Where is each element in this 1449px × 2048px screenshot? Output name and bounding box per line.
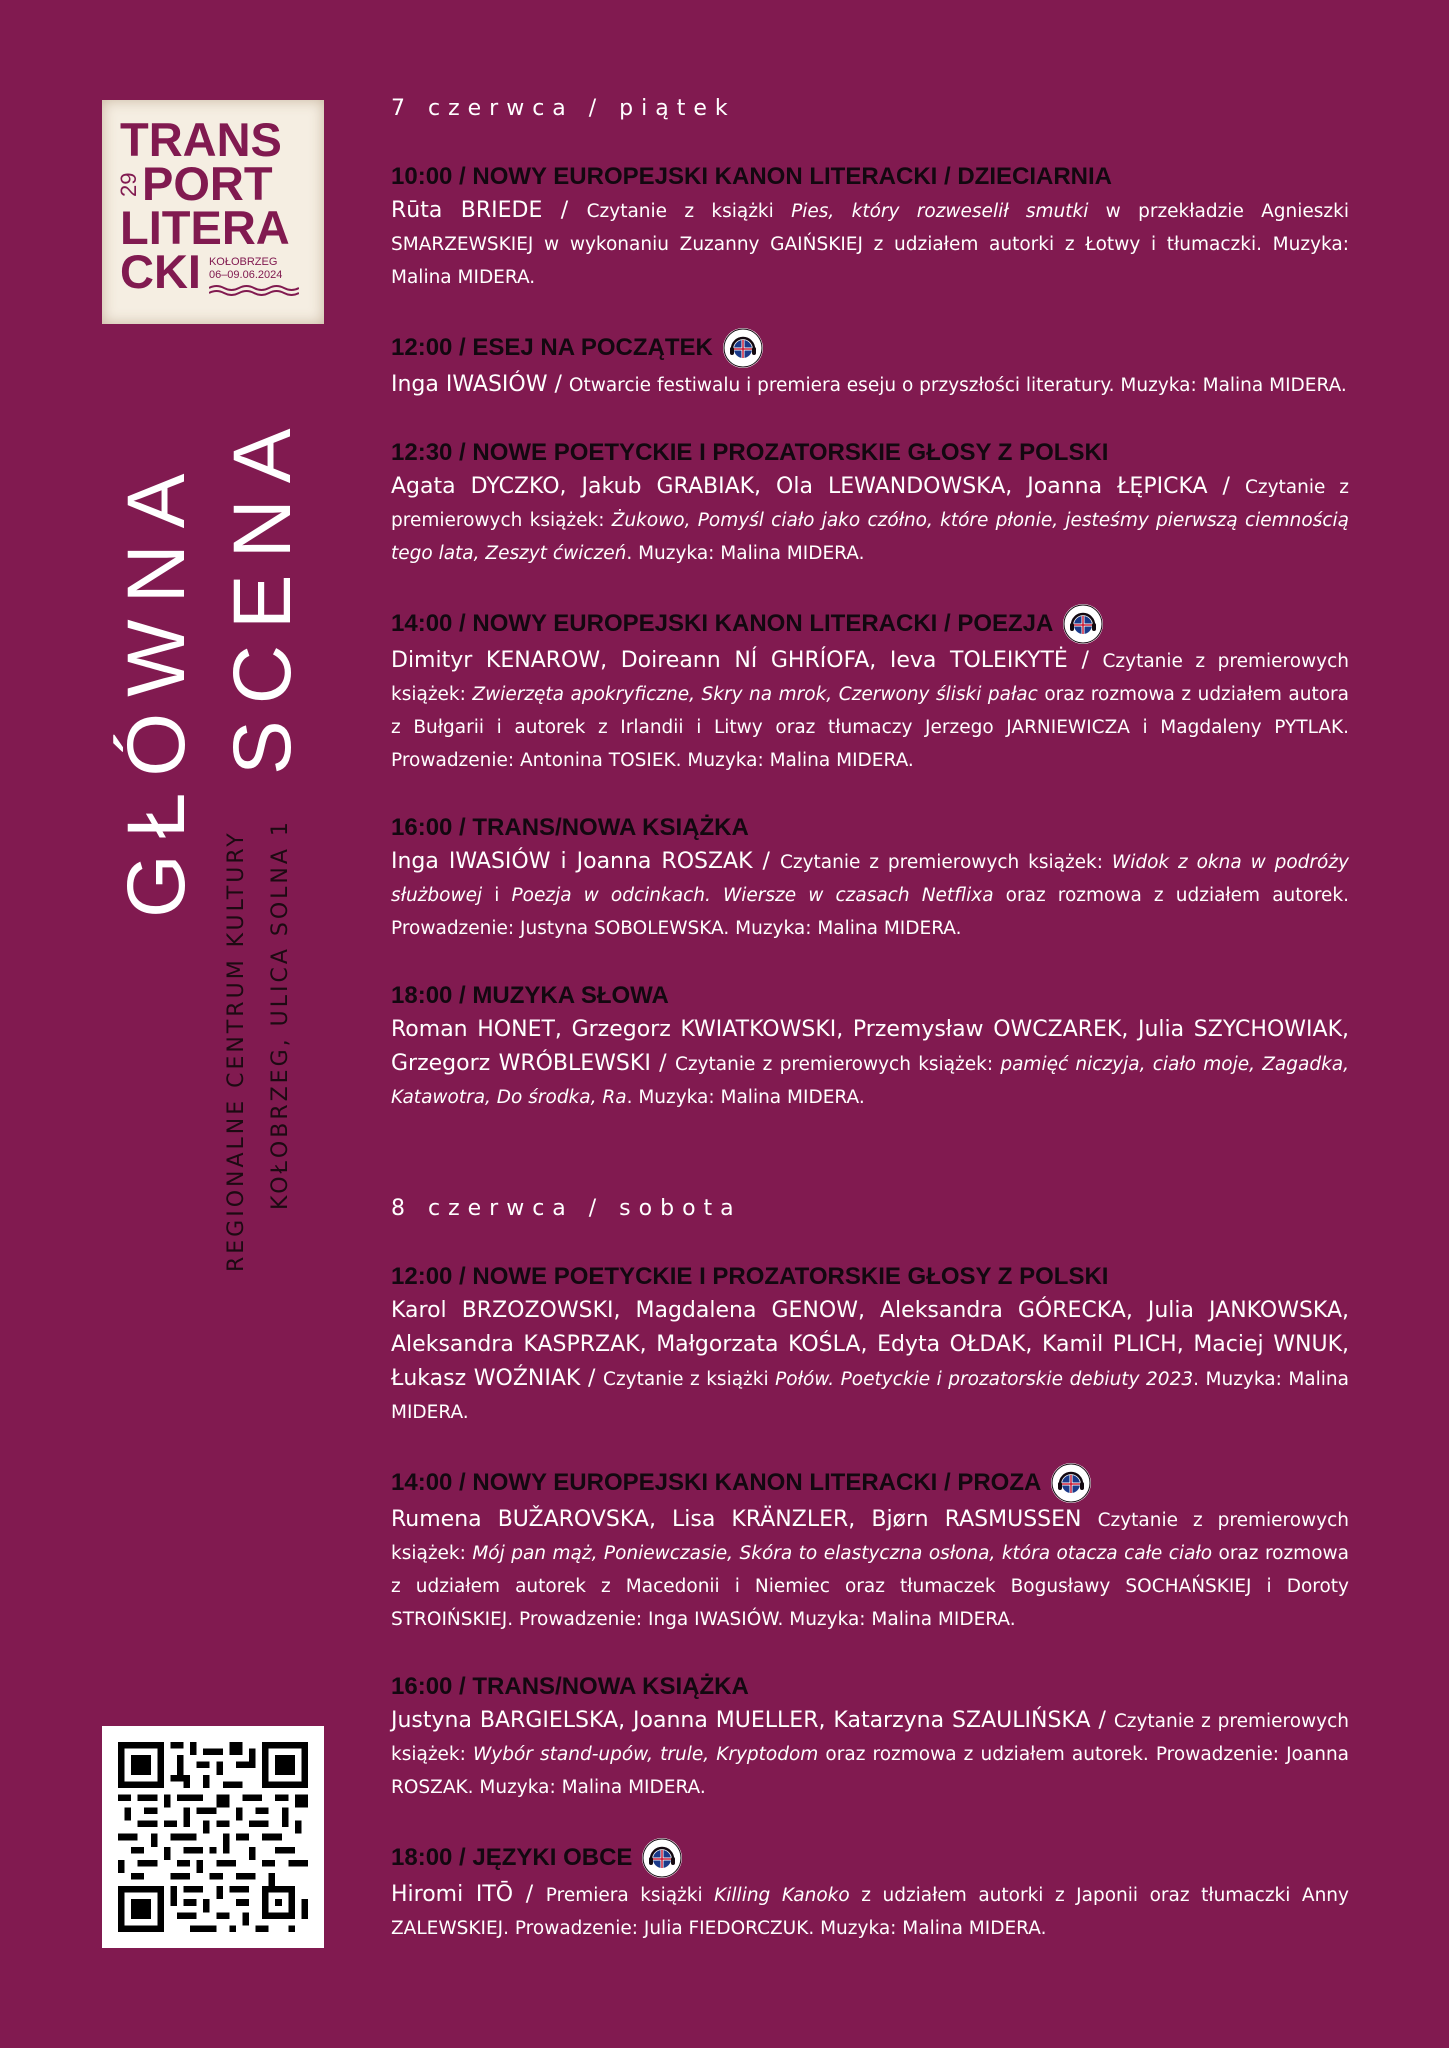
stage-title-main: GŁÓWNA [111,457,202,918]
event-text: oraz rozmowa z udziałem autorek z Macedonii i Niemiec oraz tłumaczek Bogusławy SOCHAŃSKIEJ i Doroty STROIŃSKIEJ. Prowadzenie: Inga IWASIÓW. Muzyka: Malina MIDERA. [391,1543,1349,1630]
logo-city: KOŁOBRZEG [208,256,278,268]
event-description [391,1013,1349,1114]
book-titles: pamięć niczyja, ciało moje, Zagadka, Katawotra, Do środka, Ra [391,1054,1350,1108]
event-heading [391,328,1349,368]
logo-line-2: PORT [142,157,273,210]
event-description [391,644,1349,777]
event-heading [391,160,1349,194]
event-text: Czytanie z premierowych książek: [391,1711,1349,1765]
book-titles: Połów. Poetyckie i prozatorskie debiuty 2023 [775,1369,1194,1390]
event-text: w przekładzie Agnieszki SMARZEWSKIEJ w wykonaniu Zuzanny GAIŃSKIEJ z udziałem autorki z Łotwy i tłumaczki. Muzyka: Malina MIDERA. [391,201,1349,288]
logo-edition: 29 [116,172,141,197]
event-participants: Roman HONET, Grzegorz KWIATKOWSKI, Przemysław OWCZAREK, Julia SZYCHOWIAK, Grzegorz WRÓBLEWSKI / [391,1017,1349,1076]
qr-code-icon [118,1742,308,1932]
audio-translation-icon [1063,604,1103,644]
venue-name: REGIONALNE CENTRUM KULTURY [224,830,249,1272]
book-titles: Pies, który rozweselił smutki [791,201,1089,222]
logo-line-3: LITERA [120,201,290,254]
event-participants: Hiromi ITŌ / [391,1882,546,1907]
event-time-title: 12:00 / ESEJ NA POCZĄTEK [391,334,713,361]
book-titles: Poezja w odcinkach. Wiersze w czasach Netflixa [511,885,994,906]
event-item [391,1260,1349,1429]
program-schedule [391,96,1349,1979]
event-time-title: 12:30 / NOWE POETYCKIE I PROZATORSKIE GŁOSY Z POLSKI [391,439,1109,466]
event-item [391,811,1349,945]
event-text: Czytanie z premierowych książek: [391,477,1349,531]
event-heading [391,1260,1349,1294]
event-participants: Inga IWASIÓW / [391,372,569,397]
wave-icon [209,284,299,296]
event-text: Czytanie z premierowych książek: [779,852,1112,873]
event-description [391,368,1349,402]
venue-address: KOŁOBRZEG, ULICA SOLNA 1 [268,819,293,1210]
event-text: oraz rozmowa z udziałem autorek. Prowadzenie: Justyna SOBOLEWSKA. Muzyka: Malina MIDERA. [391,885,1350,939]
event-time-title: 14:00 / NOWY EUROPEJSKI KANON LITERACKI / PROZA [391,1469,1042,1496]
book-titles: Żukowo, Pomyśl ciało jako czółno, które płonie, jesteśmy pierwszą ciemnością tego lata, Zeszyt ćwiczeń [391,510,1349,564]
event-item [391,1670,1349,1804]
event-time-title: 14:00 / NOWY EUROPEJSKI KANON LITERACKI / POEZJA [391,610,1054,637]
event-participants: Agata DYCZKO, Jakub GRABIAK, Ola LEWANDOWSKA, Joanna ŁĘPICKA / [391,474,1245,499]
event-description [391,470,1349,570]
event-time-title: 18:00 / JĘZYKI OBCE [391,1844,633,1871]
event-participants: Rumena BUŽAROVSKA, Lisa KRÄNZLER, Bjørn RASMUSSEN [391,1507,1098,1532]
event-time-title: 16:00 / TRANS/NOWA KSIĄŻKA [391,814,749,841]
event-text: oraz rozmowa z udziałem autora z Bułgarii i autorek z Irlandii i Litwy oraz tłumaczy Jerzego JARNIEWICZA i Magdaleny PYTLAK. Prowadzenie: Antonina TOSIEK. Muzyka: Malina MIDERA. [391,684,1350,771]
event-heading [391,979,1349,1013]
audio-translation-icon [1051,1463,1091,1503]
book-titles: Widok z okna w podróży służbowej [391,852,1350,906]
event-description [391,1878,1349,1945]
event-description [391,845,1349,945]
event-participants: Karol BRZOZOWSKI, Magdalena GENOW, Aleksandra GÓRECKA, Julia JANKOWSKA, Aleksandra KASPRZAK, Małgorzata KOŚLA, Edyta OŁDAK, Kamil PLICH, Maciej WNUK, Łukasz WOŹNIAK / [391,1298,1349,1391]
stage-title-sub: SCENA [217,412,308,775]
event-text: Czytanie z premierowych książek: [391,1510,1350,1564]
event-heading [391,1670,1349,1704]
logo-line-1: TRANS [120,113,282,166]
event-text: oraz rozmowa z udziałem autorek. Prowadzenie: Joanna ROSZAK. Muzyka: Malina MIDERA. [391,1744,1350,1798]
book-titles: Killing Kanoko [714,1885,850,1906]
event-text: i [482,885,512,906]
event-heading [391,1463,1349,1503]
audio-translation-icon [642,1838,682,1878]
event-heading [391,436,1349,470]
book-titles: Zwierzęta apokryficzne, Skry na mrok, Czerwony śliski pałac [472,684,1038,705]
event-heading [391,1838,1349,1878]
event-item [391,1463,1349,1636]
qr-code[interactable] [102,1726,324,1948]
event-text: . Muzyka: Malina MIDERA. [626,543,865,564]
event-heading [391,811,1349,845]
event-item [391,328,1349,402]
book-titles: Mój pan mąż, Poniewczasie, Skóra to elastyczna osłona, która otacza całe ciało [472,1543,1213,1564]
event-participants: Rūta BRIEDE / [391,198,587,223]
event-participants: Dimityr KENAROW, Doireann NÍ GHRÍOFA, Ieva TOLEIKYTĖ / [391,648,1103,673]
event-description [391,1294,1349,1429]
event-item [391,1838,1349,1945]
event-time-title: 18:00 / MUZYKA SŁOWA [391,982,669,1009]
event-item [391,979,1349,1114]
event-time-title: 12:00 / NOWE POETYCKIE I PROZATORSKIE GŁOSY Z POLSKI [391,1263,1109,1290]
event-text: Czytanie z książki [603,1369,776,1390]
event-text: Czytanie z książki [586,201,792,222]
logo-line-4: CKI [120,245,201,298]
logo-dates: 06–09.06.2024 [208,269,283,281]
event-item [391,604,1349,777]
event-time-title: 10:00 / NOWY EUROPEJSKI KANON LITERACKI / DZIECIARNIA [391,163,1112,190]
event-text: Czytanie z premierowych książek: [674,1054,1001,1075]
event-text: Otwarcie festiwalu i premiera eseju o przyszłości literatury. Muzyka: Malina MIDERA. [568,375,1347,396]
event-participants: Inga IWASIÓW i Joanna ROSZAK / [391,849,780,874]
event-participants: Justyna BARGIELSKA, Joanna MUELLER, Katarzyna SZAULIŃSKA / [391,1708,1114,1733]
event-item [391,160,1349,294]
event-time-title: 16:00 / TRANS/NOWA KSIĄŻKA [391,1673,749,1700]
event-description [391,1704,1349,1804]
event-text: . Muzyka: Malina MIDERA. [391,1369,1349,1423]
audio-translation-icon [723,328,763,368]
day-label: 7 czerwca / piątek [391,96,736,121]
event-item [391,436,1349,570]
event-description [391,1503,1349,1636]
event-text: z udziałem autorki z Japonii oraz tłumaczki Anny ZALEWSKIEJ. Prowadzenie: Julia FIEDORCZUK. Muzyka: Malina MIDERA. [391,1885,1349,1939]
festival-logo [102,100,324,324]
book-titles: Wybór stand-upów, trule, Kryptodom [472,1744,819,1765]
day-label: 8 czerwca / sobota [391,1196,742,1221]
event-description [391,194,1349,294]
event-text: Premiera książki [545,1885,715,1906]
event-heading [391,604,1349,644]
event-text: Czytanie z premierowych książek: [391,651,1350,705]
event-text: . Muzyka: Malina MIDERA. [626,1087,865,1108]
